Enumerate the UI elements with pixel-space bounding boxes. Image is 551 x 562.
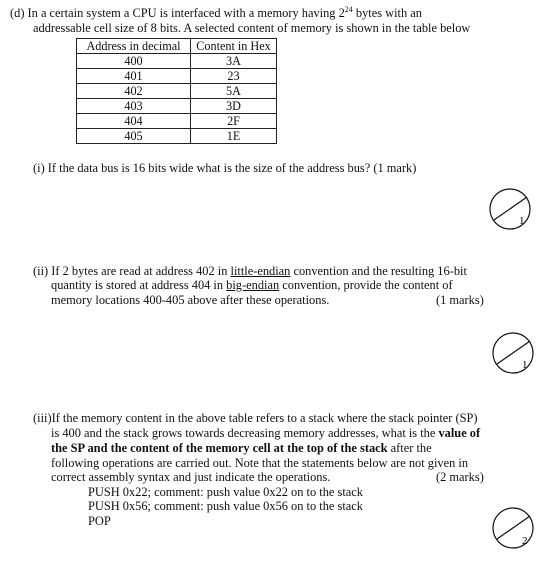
question-intro-line2: addressable cell size of 8 bits. A selected content of memory is shown in the table below: [33, 21, 471, 35]
stack-op: POP: [88, 514, 111, 528]
cell-content: 23: [191, 69, 277, 84]
part-iii-bold: value of: [438, 426, 481, 440]
part-i-question: (i) If the data bus is 16 bits wide what is the size of the address bus? (1 mark): [33, 161, 417, 175]
table-row: [77, 99, 277, 114]
cell-address: 402: [77, 84, 191, 99]
part-iii-line2: [51, 426, 480, 441]
part-iii-line1: (iii)If the memory content in the above table refers to a stack where the stack pointer (SP): [33, 411, 478, 425]
part-iii-line4: following operations are carried out. Note that the statements below are not given in: [51, 456, 469, 470]
part-iii-bold: the SP and the content of the memory cell at the top of the stack: [51, 441, 388, 455]
part-ii-text: convention and the resulting 16-bit: [290, 264, 467, 278]
intro-exponent: 24: [344, 4, 353, 14]
part-ii-line1: [33, 264, 467, 279]
part-ii-line3: memory locations 400-405 above after these operations.: [51, 293, 330, 307]
table-row: [77, 54, 277, 69]
intro-text-end: bytes with an: [352, 6, 422, 20]
part-ii-text: quantity is stored at address 404 in: [51, 278, 227, 292]
little-endian-term: little-endian: [230, 264, 291, 278]
part-iii-text: is 400 and the stack grows towards decreasing memory addresses, what is the: [51, 426, 439, 440]
score-circle-icon: [486, 186, 536, 232]
part-iii-marks: (2 marks): [436, 470, 484, 484]
score-max-iii: 2: [522, 535, 528, 547]
cell-content: 3D: [191, 99, 277, 114]
part-iii-text: after the: [387, 441, 432, 455]
cell-address: 405: [77, 129, 191, 144]
cell-content: 3A: [191, 54, 277, 69]
table-row: [77, 114, 277, 129]
cell-address: 403: [77, 99, 191, 114]
stack-op: PUSH 0x22; comment: push value 0x22 on to the stack: [88, 485, 363, 499]
table-header-row: [77, 39, 277, 54]
cell-content: 2F: [191, 114, 277, 129]
table-row: [77, 69, 277, 84]
part-iii-line3: [51, 441, 432, 456]
header-content: Content in Hex: [191, 39, 277, 54]
part-ii-line2: [51, 278, 453, 293]
header-address: Address in decimal: [77, 39, 191, 54]
intro-text: (d) In a certain system a CPU is interfaced with a memory having 2: [10, 6, 345, 20]
part-ii-marks: (1 marks): [436, 293, 484, 307]
cell-content: 5A: [191, 84, 277, 99]
stack-op: PUSH 0x56; comment: push value 0x56 on to the stack: [88, 499, 363, 513]
score-max-ii: 1: [522, 359, 528, 371]
table-row: [77, 84, 277, 99]
cell-address: 400: [77, 54, 191, 69]
part-ii-text: (ii) If 2 bytes are read at address 402 in: [33, 264, 231, 278]
cell-address: 404: [77, 114, 191, 129]
score-circle-icon: [489, 330, 539, 376]
part-ii-text: convention, provide the content of: [279, 278, 453, 292]
part-iii-line5: correct assembly syntax and just indicate the operations.: [51, 470, 331, 484]
question-intro-line1: [10, 6, 422, 21]
score-max-i: 1: [519, 215, 525, 227]
table-row: [77, 129, 277, 144]
cell-address: 401: [77, 69, 191, 84]
big-endian-term: big-endian: [226, 278, 280, 292]
score-circle-icon: [489, 505, 539, 551]
cell-content: 1E: [191, 129, 277, 144]
memory-table: [76, 38, 277, 144]
